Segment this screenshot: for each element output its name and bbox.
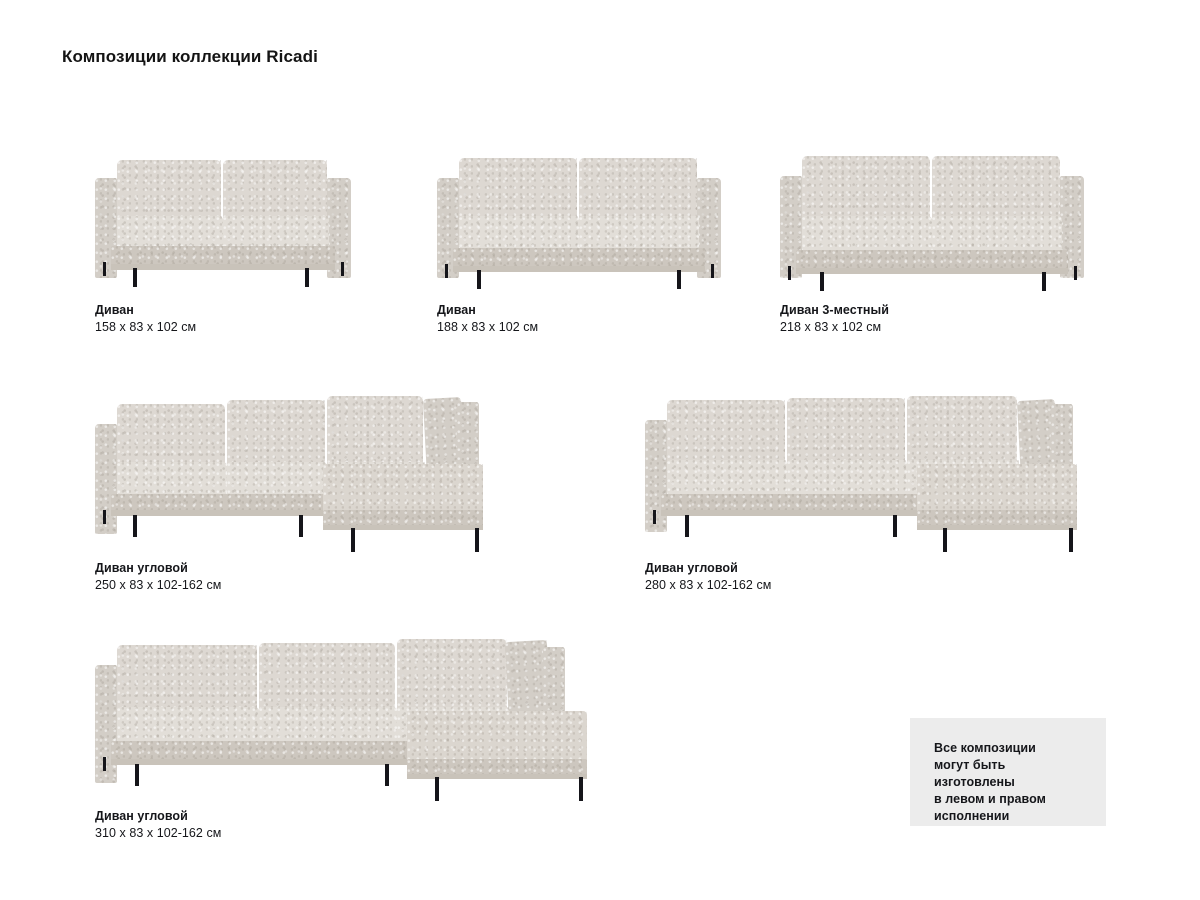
product-caption — [95, 560, 505, 594]
sofa-illustration-corner-250 — [95, 382, 505, 542]
sofa-leg — [653, 510, 656, 524]
sofa-leg — [103, 262, 106, 276]
product-caption — [780, 302, 1080, 336]
product-card-corner-250 — [95, 382, 505, 594]
product-card-sofa-188 — [437, 150, 717, 336]
sofa-leg — [133, 268, 137, 287]
sofa-leg — [475, 528, 479, 552]
product-dimensions: 250 x 83 x 102-162 см — [95, 578, 222, 592]
product-dimensions: 218 x 83 x 102 см — [780, 320, 882, 334]
sofa-leg — [1069, 528, 1073, 552]
sofa-leg — [435, 777, 439, 801]
product-card-corner-280 — [645, 382, 1085, 594]
product-dimensions: 280 x 83 x 102-162 см — [645, 578, 772, 592]
sofa-leg — [103, 510, 106, 524]
product-dimensions: 158 x 83 x 102 см — [95, 320, 197, 334]
product-dimensions: 188 x 83 x 102 см — [437, 320, 539, 334]
product-dimensions: 310 x 83 x 102-162 см — [95, 826, 222, 840]
product-caption — [95, 302, 360, 336]
product-caption — [645, 560, 1085, 594]
product-name: Диван угловой — [645, 561, 738, 575]
product-name: Диван угловой — [95, 809, 188, 823]
sofa-leg — [677, 270, 681, 289]
sofa-illustration-218 — [780, 150, 1080, 285]
sofa-leg — [385, 764, 389, 786]
sofa-leg — [685, 515, 689, 537]
sofa-leg — [893, 515, 897, 537]
note-line-3: в левом и правом — [934, 792, 1046, 806]
product-name: Диван угловой — [95, 561, 188, 575]
sofa-leg — [445, 264, 448, 278]
sofa-leg — [103, 757, 106, 771]
sofa-illustration-corner-280 — [645, 382, 1085, 542]
sofa-leg — [943, 528, 947, 552]
sofa-leg — [299, 515, 303, 537]
sofa-leg — [135, 764, 139, 786]
sofa-leg — [1074, 266, 1077, 280]
info-note — [910, 718, 1106, 826]
sofa-illustration-188 — [437, 150, 717, 285]
sofa-leg — [351, 528, 355, 552]
sofa-leg — [305, 268, 309, 287]
sofa-leg — [1042, 272, 1046, 291]
product-card-sofa-218 — [780, 150, 1080, 336]
note-line-4: исполнении — [934, 809, 1010, 823]
sofa-leg — [820, 272, 824, 291]
product-card-sofa-158 — [95, 150, 360, 336]
sofa-leg — [477, 270, 481, 289]
sofa-leg — [579, 777, 583, 801]
product-name: Диван — [95, 303, 134, 317]
sofa-leg — [341, 262, 344, 276]
sofa-illustration-corner-310 — [95, 625, 615, 790]
product-card-corner-310 — [95, 625, 615, 842]
page-title: Композиции коллекции Ricadi — [62, 47, 318, 66]
product-caption — [95, 808, 615, 842]
sofa-leg — [788, 266, 791, 280]
sofa-illustration-158 — [95, 150, 360, 285]
product-name: Диван — [437, 303, 476, 317]
note-line-2: могут быть изготовлены — [934, 758, 1015, 789]
product-caption — [437, 302, 717, 336]
sofa-leg — [711, 264, 714, 278]
product-name: Диван 3-местный — [780, 303, 889, 317]
note-line-1: Все композиции — [934, 741, 1036, 755]
sofa-leg — [133, 515, 137, 537]
